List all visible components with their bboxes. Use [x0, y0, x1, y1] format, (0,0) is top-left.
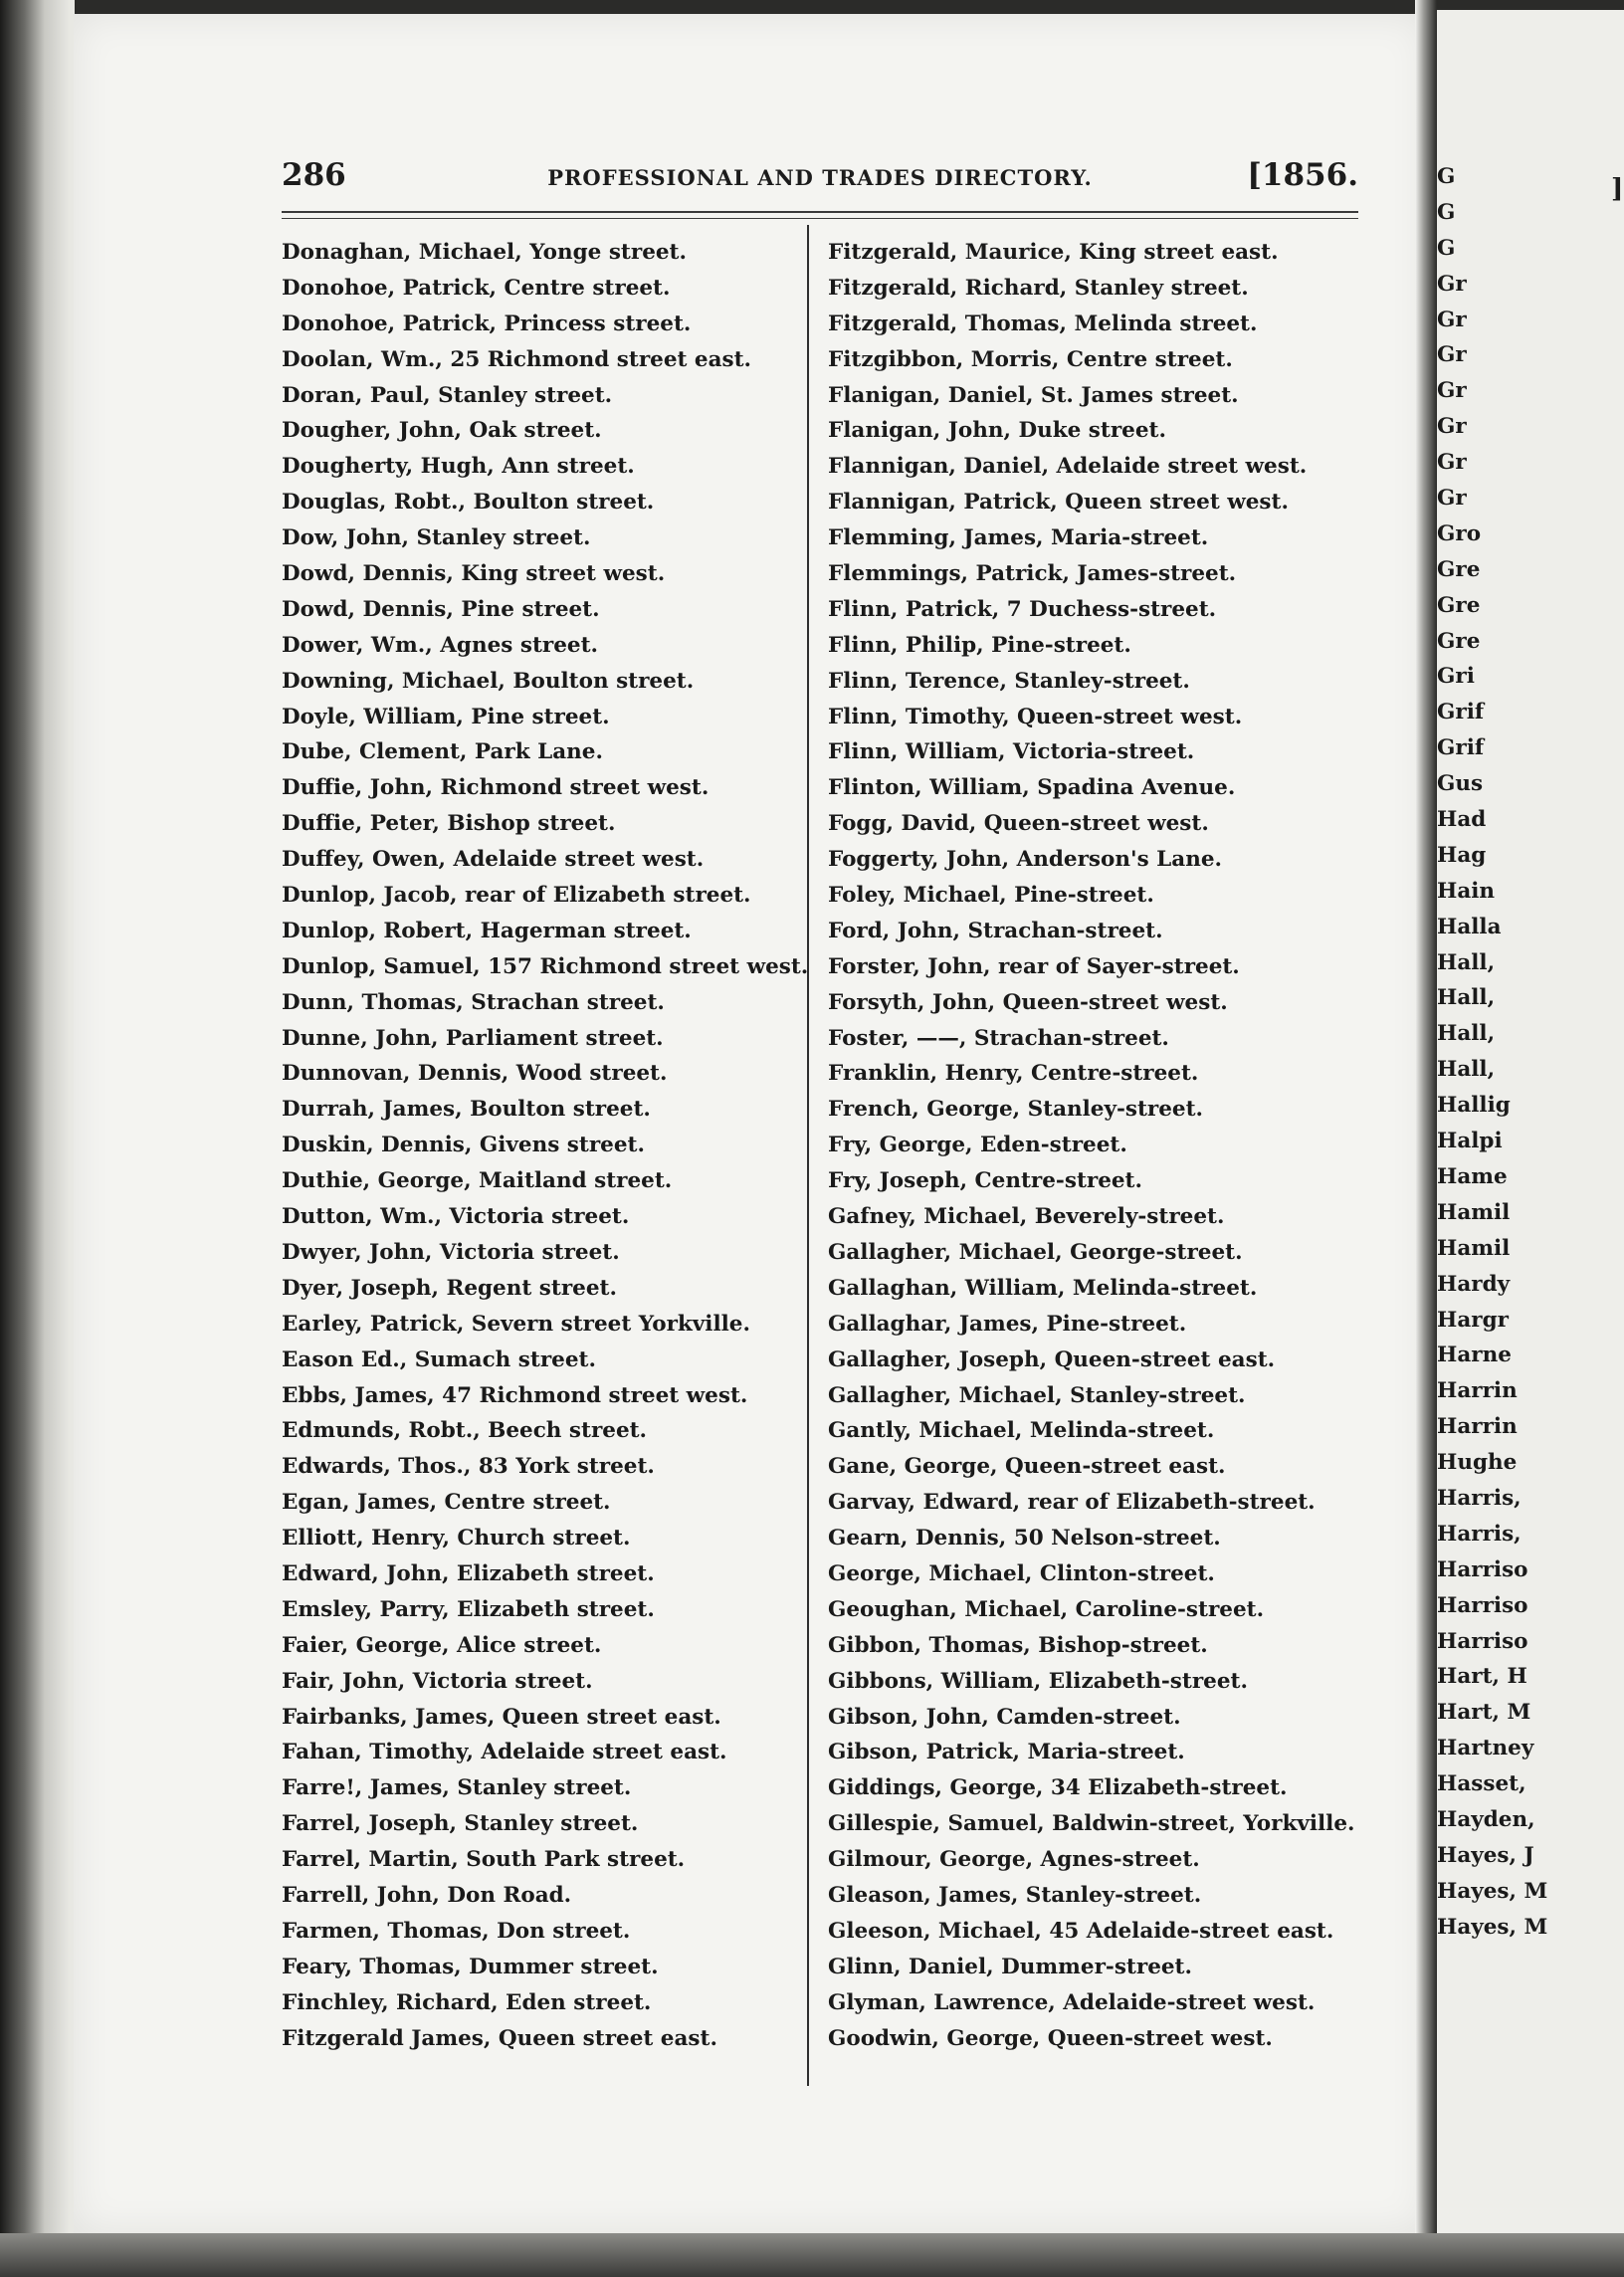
next-page-line-fragment: Had	[1437, 807, 1487, 833]
left-column-list	[282, 235, 809, 2056]
directory-entry: Eason Ed., Sumach street.	[282, 1346, 596, 1372]
directory-entry: Dower, Wm., Agnes street.	[282, 632, 599, 658]
next-page-line-fragment: Hall,	[1437, 1057, 1496, 1083]
directory-entry: Flinn, Patrick, 7 Duchess-street.	[828, 596, 1217, 622]
directory-entry: Foggerty, John, Anderson's Lane.	[828, 847, 1223, 873]
next-page-line-fragment: Hall,	[1437, 985, 1496, 1011]
next-page-line-fragment: Hall,	[1437, 949, 1496, 975]
directory-entry: Gallagher, Michael, George-street.	[828, 1239, 1243, 1265]
directory-entry: Finchley, Richard, Eden street.	[282, 1989, 652, 2015]
directory-entry: Dunn, Thomas, Strachan street.	[282, 989, 665, 1015]
directory-entry: Gantly, Michael, Melinda-street.	[828, 1418, 1215, 1444]
next-page-line-fragment: Gus	[1437, 771, 1484, 797]
next-page-line-fragment: Gre	[1437, 592, 1481, 618]
directory-entry: Dougher, John, Oak street.	[282, 418, 602, 444]
directory-entry: Gibson, John, Camden-street.	[828, 1704, 1181, 1730]
directory-entry: Glinn, Daniel, Dummer-street.	[828, 1954, 1192, 1979]
directory-entry: Gleason, James, Stanley-street.	[828, 1882, 1202, 1908]
directory-entry: Dougherty, Hugh, Ann street.	[282, 454, 635, 480]
next-page-line-fragment: Grif	[1437, 700, 1485, 725]
directory-entry: Elliott, Henry, Church street.	[282, 1526, 631, 1552]
next-page-line-fragment: Gr	[1437, 414, 1467, 440]
next-page-line-fragment: Harrin	[1437, 1414, 1518, 1440]
directory-entry: Dutton, Wm., Victoria street.	[282, 1204, 630, 1230]
next-page-line-fragment: Harne	[1437, 1343, 1512, 1368]
directory-entry: Flanigan, John, Duke street.	[828, 418, 1166, 444]
directory-entry: Edward, John, Elizabeth street.	[282, 1560, 655, 1586]
directory-entry: Flinn, Terence, Stanley-street.	[828, 668, 1190, 694]
header-rule	[282, 211, 1358, 213]
directory-entry: Farre!, James, Stanley street.	[282, 1775, 632, 1801]
directory-entry: Foley, Michael, Pine-street.	[828, 883, 1154, 909]
directory-entry: Gallagher, Michael, Stanley-street.	[828, 1382, 1246, 1408]
next-page-line-fragment: Halla	[1437, 914, 1502, 939]
directory-entry: Fitzgerald, Maurice, King street east.	[828, 240, 1279, 265]
directory-entry: Dunnovan, Dennis, Wood street.	[282, 1061, 668, 1087]
next-page-line-fragment: Halpi	[1437, 1129, 1503, 1154]
next-page-line-fragment: Hamil	[1437, 1199, 1511, 1225]
directory-entry: George, Michael, Clinton-street.	[828, 1560, 1215, 1586]
directory-entry: Forster, John, rear of Sayer-street.	[828, 953, 1240, 979]
directory-entry: Flannigan, Patrick, Queen street west.	[828, 490, 1289, 516]
directory-entry: Foster, ——, Strachan-street.	[828, 1025, 1169, 1051]
next-page-line-fragment: Harriso	[1437, 1592, 1528, 1618]
directory-entry: Flemmings, Patrick, James-street.	[828, 561, 1237, 587]
directory-entry: Dowd, Dennis, King street west.	[282, 561, 666, 587]
scan-bottom-edge	[0, 2233, 1624, 2277]
directory-entry: Dunlop, Robert, Hagerman street.	[282, 918, 692, 943]
directory-entry: Dunlop, Jacob, rear of Elizabeth street.	[282, 883, 751, 909]
next-page-fragment	[1437, 10, 1624, 2249]
directory-entry: Dyer, Joseph, Regent street.	[282, 1275, 617, 1301]
directory-entry: Douglas, Robt., Boulton street.	[282, 490, 655, 516]
next-page-line-fragment: Hag	[1437, 842, 1487, 868]
year-label: [1856.	[1247, 157, 1358, 193]
next-page-line-fragment: Gre	[1437, 628, 1481, 654]
directory-entry: Fairbanks, James, Queen street east.	[282, 1704, 721, 1730]
directory-entry: Duskin, Dennis, Givens street.	[282, 1133, 645, 1158]
directory-entry: Flinn, Philip, Pine-street.	[828, 632, 1131, 658]
next-page-line-fragment: Hughe	[1437, 1450, 1518, 1476]
directory-entry: Gillespie, Samuel, Baldwin-street, Yorkville.	[828, 1811, 1355, 1837]
directory-entry: Feary, Thomas, Dummer street.	[282, 1954, 659, 1979]
directory-entry: Dunlop, Samuel, 157 Richmond street west.	[282, 953, 809, 979]
next-page-line-fragment: G	[1437, 164, 1456, 189]
directory-entry: Doolan, Wm., 25 Richmond street east.	[282, 346, 752, 372]
next-page-line-fragment: Gre	[1437, 556, 1481, 582]
directory-entry: Duffie, John, Richmond street west.	[282, 775, 710, 801]
directory-entry: Fry, Joseph, Centre-street.	[828, 1168, 1142, 1194]
page-gutter	[1415, 0, 1437, 2277]
directory-entry: Flinn, Timothy, Queen-street west.	[828, 704, 1243, 729]
directory-entry: Downing, Michael, Boulton street.	[282, 668, 695, 694]
next-page-line-fragment: Gr	[1437, 486, 1467, 512]
directory-entry: Gibbon, Thomas, Bishop-street.	[828, 1632, 1208, 1658]
column-divider	[807, 225, 809, 2086]
next-page-line-fragment: Hasset,	[1437, 1771, 1526, 1797]
directory-entry: Duffey, Owen, Adelaide street west.	[282, 847, 705, 873]
directory-entry: Gleeson, Michael, 45 Adelaide-street east.	[828, 1918, 1334, 1944]
header-rule-thin	[282, 218, 1358, 219]
next-page-line-fragment: Gr	[1437, 378, 1467, 404]
directory-entry: Gallaghan, William, Melinda-street.	[828, 1275, 1258, 1301]
next-page-line-fragment: Hart, M	[1437, 1700, 1531, 1726]
directory-entry: Edmunds, Robt., Beech street.	[282, 1418, 648, 1444]
directory-entry: Garvay, Edward, rear of Elizabeth-street.	[828, 1490, 1316, 1516]
next-page-line-fragment: G	[1437, 235, 1456, 261]
next-page-line-fragment: Gri	[1437, 664, 1475, 690]
directory-entry: Flinton, William, Spadina Avenue.	[828, 775, 1236, 801]
directory-entry: Gibson, Patrick, Maria-street.	[828, 1740, 1185, 1765]
next-page-line-fragment: Hamil	[1437, 1235, 1511, 1261]
next-page-line-fragment: Hayes, M	[1437, 1914, 1548, 1940]
directory-entry: Fitzgerald, Thomas, Melinda street.	[828, 310, 1258, 336]
next-page-line-fragment: Harris,	[1437, 1521, 1522, 1547]
directory-entry: Flanigan, Daniel, St. James street.	[828, 382, 1239, 408]
next-page-line-fragment: Hain	[1437, 878, 1496, 904]
page-number: 286	[282, 157, 346, 193]
directory-entry: Giddings, George, 34 Elizabeth-street.	[828, 1775, 1288, 1801]
directory-entry: Fair, John, Victoria street.	[282, 1668, 593, 1694]
directory-entry: Donohoe, Patrick, Centre street.	[282, 275, 671, 301]
directory-entry: Farrel, Joseph, Stanley street.	[282, 1811, 639, 1837]
directory-entry: Fitzgerald, Richard, Stanley street.	[828, 275, 1249, 301]
right-column-list	[828, 235, 1355, 2056]
next-page-line-fragment: Hart, H	[1437, 1664, 1527, 1690]
directory-entry: Glyman, Lawrence, Adelaide-street west.	[828, 1989, 1316, 2015]
directory-entry: Goodwin, George, Queen-street west.	[828, 2025, 1273, 2051]
directory-entry: Gafney, Michael, Beverely-street.	[828, 1204, 1225, 1230]
page-header	[282, 157, 1358, 197]
directory-entry: Gane, George, Queen-street east.	[828, 1454, 1226, 1480]
directory-entry: Dowd, Dennis, Pine street.	[282, 596, 600, 622]
directory-entry: Donaghan, Michael, Yonge street.	[282, 240, 687, 265]
next-page-line-fragment: Gro	[1437, 520, 1482, 546]
directory-entry: Edwards, Thos., 83 York street.	[282, 1454, 655, 1480]
directory-entry: Dunne, John, Parliament street.	[282, 1025, 664, 1051]
directory-entry: Gibbons, William, Elizabeth-street.	[828, 1668, 1248, 1694]
running-title: PROFESSIONAL AND TRADES DIRECTORY.	[547, 165, 1093, 190]
directory-entry: Geoughan, Michael, Caroline-street.	[828, 1596, 1265, 1622]
next-page-line-fragment: Gr	[1437, 271, 1467, 297]
directory-entry: Flinn, William, Victoria-street.	[828, 739, 1195, 765]
directory-entry: Farrel, Martin, South Park street.	[282, 1847, 686, 1873]
next-page-line-fragment: Gr	[1437, 307, 1467, 332]
directory-entry: Fahan, Timothy, Adelaide street east.	[282, 1740, 727, 1765]
directory-entry: Durrah, James, Boulton street.	[282, 1097, 651, 1123]
directory-entry: Franklin, Henry, Centre-street.	[828, 1061, 1199, 1087]
directory-entry: Dow, John, Stanley street.	[282, 525, 591, 551]
directory-entry: Doran, Paul, Stanley street.	[282, 382, 613, 408]
directory-entry: Gallagher, Joseph, Queen-street east.	[828, 1346, 1276, 1372]
next-page-line-fragment: Hame	[1437, 1163, 1508, 1189]
next-page-line-fragment: Hardy	[1437, 1271, 1511, 1297]
directory-entry: Egan, James, Centre street.	[282, 1490, 611, 1516]
next-page-line-fragment: Grif	[1437, 735, 1485, 761]
directory-entry: Doyle, William, Pine street.	[282, 704, 610, 729]
directory-entry: Forsyth, John, Queen-street west.	[828, 989, 1228, 1015]
directory-entry: Donohoe, Patrick, Princess street.	[282, 310, 692, 336]
next-page-line-fragment: Harris,	[1437, 1485, 1522, 1511]
directory-entry: Duffie, Peter, Bishop street.	[282, 811, 616, 837]
directory-entry: Fogg, David, Queen-street west.	[828, 811, 1209, 837]
next-page-line-fragment: Gr	[1437, 450, 1467, 476]
next-page-line-fragment: Hayes, J	[1437, 1842, 1534, 1868]
directory-entry: Ebbs, James, 47 Richmond street west.	[282, 1382, 748, 1408]
next-page-line-fragment: Harrin	[1437, 1378, 1518, 1404]
directory-entry: Flemming, James, Maria-street.	[828, 525, 1209, 551]
directory-entry: Fitzgerald James, Queen street east.	[282, 2025, 717, 2051]
next-page-line-fragment: G	[1437, 199, 1456, 225]
next-page-line-fragment: Hallig	[1437, 1093, 1511, 1119]
next-page-line-fragment: Gr	[1437, 342, 1467, 368]
directory-entry: Fitzgibbon, Morris, Centre street.	[828, 346, 1233, 372]
directory-entry: Gilmour, George, Agnes-street.	[828, 1847, 1200, 1873]
book-spine-edge	[0, 0, 75, 2277]
directory-entry: Fry, George, Eden-street.	[828, 1133, 1127, 1158]
next-page-line-fragment: Harriso	[1437, 1628, 1528, 1654]
directory-entry: Dube, Clement, Park Lane.	[282, 739, 603, 765]
next-page-lines	[1437, 159, 1547, 1946]
directory-entry: Farmen, Thomas, Don street.	[282, 1918, 631, 1944]
directory-entry: Faier, George, Alice street.	[282, 1632, 602, 1658]
directory-entry: Dwyer, John, Victoria street.	[282, 1239, 620, 1265]
next-page-header-fragment: ]	[1611, 174, 1624, 204]
directory-entry: Earley, Patrick, Severn street Yorkville.	[282, 1311, 750, 1337]
directory-entry: Flannigan, Daniel, Adelaide street west.	[828, 454, 1308, 480]
next-page-line-fragment: Hall,	[1437, 1021, 1496, 1047]
directory-entry: Gallaghar, James, Pine-street.	[828, 1311, 1187, 1337]
next-page-line-fragment: Hayden,	[1437, 1806, 1535, 1832]
directory-entry: Farrell, John, Don Road.	[282, 1882, 572, 1908]
next-page-line-fragment: Hayes, M	[1437, 1878, 1548, 1904]
directory-entry: French, George, Stanley-street.	[828, 1097, 1204, 1123]
directory-entry: Ford, John, Strachan-street.	[828, 918, 1163, 943]
next-page-line-fragment: Hartney	[1437, 1736, 1534, 1761]
next-page-line-fragment: Hargr	[1437, 1307, 1509, 1333]
directory-entry: Emsley, Parry, Elizabeth street.	[282, 1596, 655, 1622]
next-page-line-fragment: Harriso	[1437, 1556, 1528, 1582]
directory-entry: Duthie, George, Maitland street.	[282, 1168, 673, 1194]
directory-entry: Gearn, Dennis, 50 Nelson-street.	[828, 1526, 1221, 1552]
